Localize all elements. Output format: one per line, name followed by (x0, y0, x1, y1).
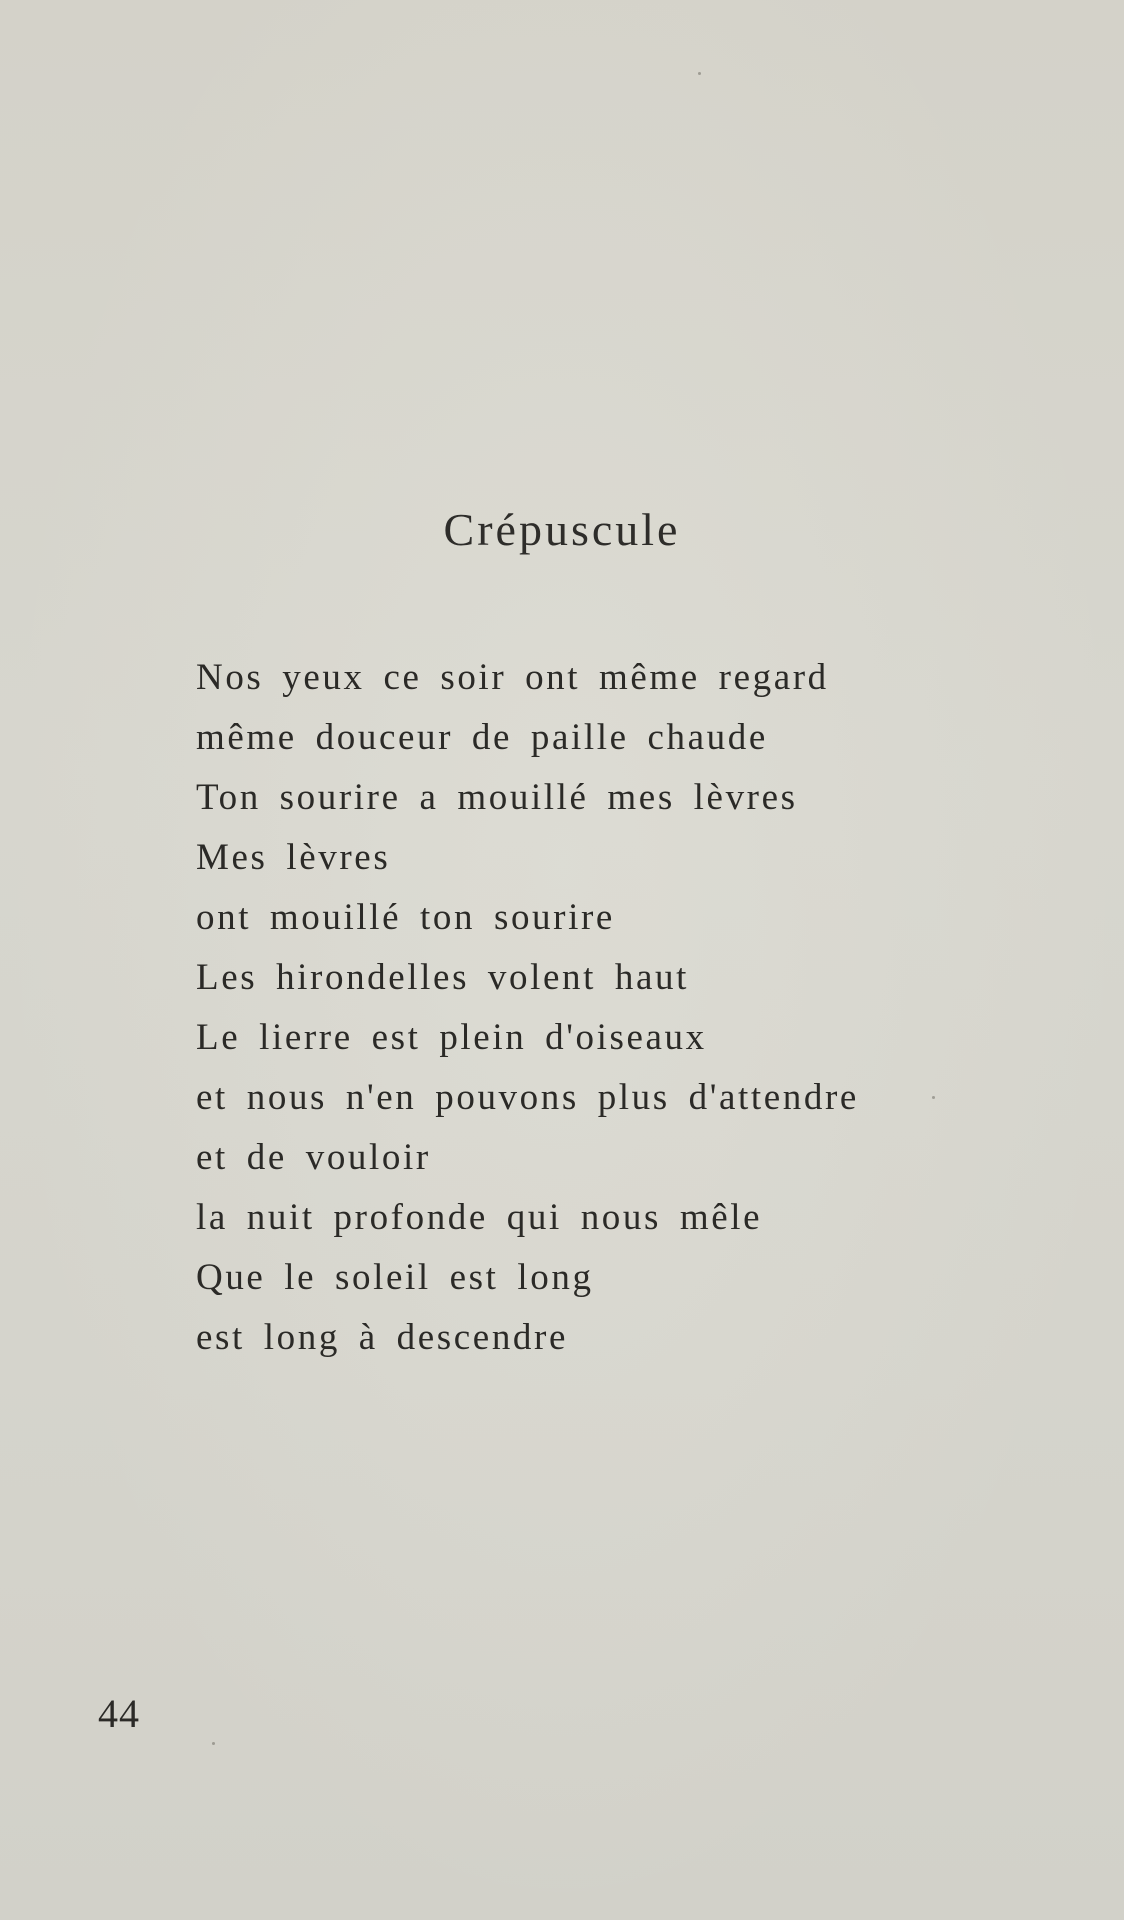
poem-line: la nuit profonde qui nous mêle (196, 1197, 763, 1238)
paper-speck (932, 1096, 935, 1099)
poem-line: et de vouloir (196, 1137, 431, 1178)
poem-body (196, 648, 859, 1368)
poem-line: Les hirondelles volent haut (196, 957, 689, 998)
poem-line: est long à descendre (196, 1317, 568, 1358)
poem-line: même douceur de paille chaude (196, 717, 768, 758)
poem-line: et nous n'en pouvons plus d'attendre (196, 1077, 859, 1118)
poem-line: Mes lèvres (196, 837, 391, 878)
paper-speck (212, 1742, 215, 1745)
poem-line: Que le soleil est long (196, 1257, 594, 1298)
poem-line: ont mouillé ton sourire (196, 897, 615, 938)
page-number: 44 (98, 1691, 140, 1736)
paper-speck (698, 72, 701, 75)
poem-line: Ton sourire a mouillé mes lèvres (196, 777, 798, 818)
poem-line: Le lierre est plein d'oiseaux (196, 1017, 707, 1058)
poem-title: Crépuscule (443, 504, 681, 555)
poem-line: Nos yeux ce soir ont même regard (196, 657, 829, 698)
